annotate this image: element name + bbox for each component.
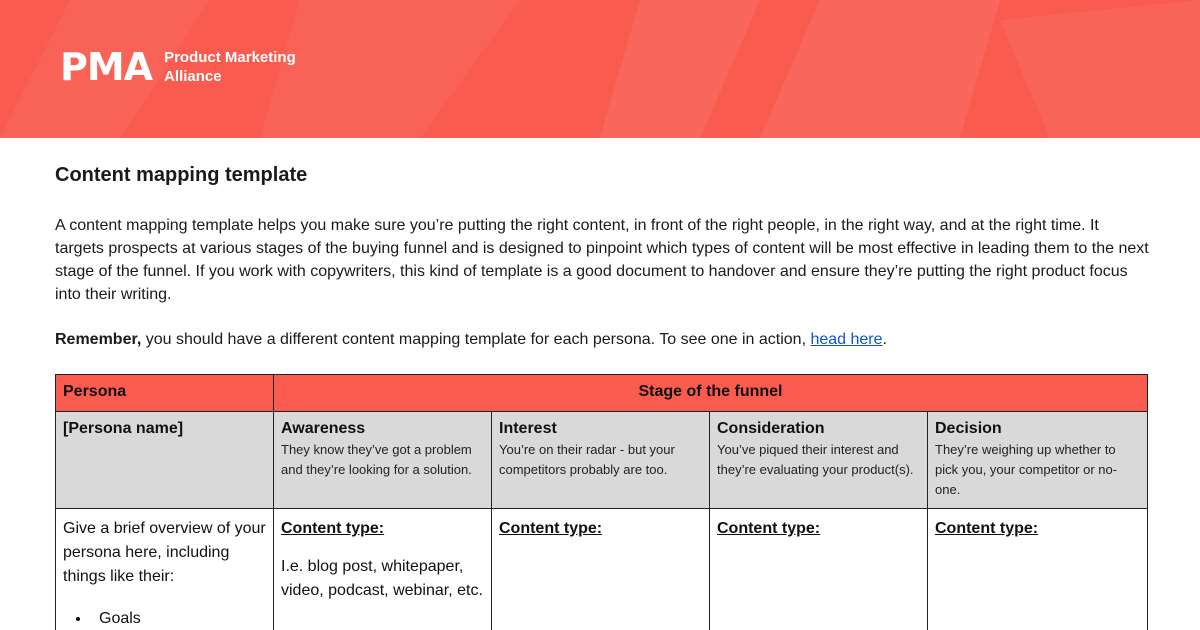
persona-name-cell[interactable] (56, 412, 274, 509)
pma-logo-mark: PMA (60, 45, 153, 89)
stage-row (56, 412, 1148, 509)
stage-description: You’re on their radar - but your competitors probably are too. (499, 442, 675, 477)
persona-overview-cell[interactable] (56, 509, 274, 630)
stage-cell-decision[interactable] (928, 412, 1148, 509)
persona-name: [Persona name] (63, 420, 184, 437)
stage-description: You’ve piqued their interest and they’re evaluating your product(s). (717, 442, 914, 477)
stage-description: They know they’ve got a problem and they’re looking for a solution. (281, 442, 472, 477)
stage-name: Decision (935, 420, 1002, 437)
head-here-link[interactable]: head here (810, 331, 883, 348)
content-cell-interest[interactable] (492, 509, 710, 630)
stage-cell-consideration[interactable] (710, 412, 928, 509)
stage-name: Interest (499, 420, 557, 437)
stage-description: They’re weighing up whether to pick you, your competitor or no-one. (935, 442, 1118, 497)
content-type-label: Content type: (717, 520, 821, 537)
content-type-label: Content type: (935, 520, 1039, 537)
remember-bold: Remember, (55, 331, 142, 348)
content-type-label: Content type: (281, 520, 385, 537)
brand-name-line1: Product Marketing (164, 49, 296, 66)
stage-cell-interest[interactable] (492, 412, 710, 509)
content-type-label: Content type: (499, 520, 603, 537)
persona-attributes-list (91, 607, 266, 630)
persona-overview: Give a brief overview of your persona here, including things like their: (63, 520, 266, 585)
content-cell-consideration[interactable] (710, 509, 928, 630)
stage-header: Stage of the funnel (274, 375, 1148, 412)
header-banner (0, 0, 1200, 138)
content-cell-awareness[interactable] (274, 509, 492, 630)
brand-logo[interactable] (60, 45, 296, 89)
list-item: • Goals (91, 607, 266, 630)
remember-text: you should have a different content mapping template for each persona. To see one in action, (141, 331, 811, 348)
content-type-example: I.e. blog post, whitepaper, video, podcast, webinar, etc. (281, 558, 483, 599)
table-header-row (56, 375, 1148, 412)
stage-name: Awareness (281, 420, 366, 437)
remember-paragraph (55, 328, 1150, 351)
stage-cell-awareness[interactable] (274, 412, 492, 509)
content-cell-decision[interactable] (928, 509, 1148, 630)
brand-name (164, 48, 296, 86)
content-mapping-table (55, 374, 1148, 630)
stage-name: Consideration (717, 420, 825, 437)
document-body (55, 138, 1150, 351)
remember-end: . (882, 331, 887, 348)
persona-header: Persona (56, 375, 274, 412)
content-row (56, 509, 1148, 630)
brand-name-line2: Alliance (164, 68, 222, 85)
page-title: Content mapping template (55, 164, 308, 186)
intro-paragraph: A content mapping template helps you make sure you’re putting the right content, in front of the right people, in the right way, and at the right time. It targets prospects at various stages of the buying funnel and is designed to pinpoint which types of content will be most effective in leading them to the next stage of the funnel. If you work with copywriters, this kind of template is a good document to handover and ensure they’re putting the right product focus into their writing. (55, 217, 1149, 303)
